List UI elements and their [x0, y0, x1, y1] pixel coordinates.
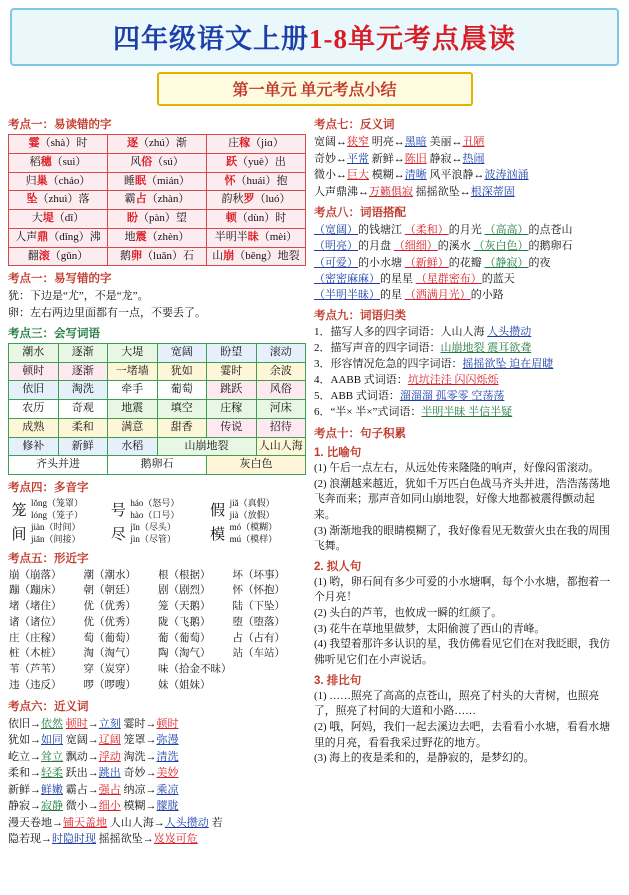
list-item: 3．形容情况危急的四字词语：摇摇欲坠 迫在眉睫	[314, 358, 554, 371]
cell: 奇观	[58, 400, 108, 419]
table-row	[9, 456, 306, 475]
list-item: 人声鼎沸↔万籁俱寂 摇摇欲坠↔根深蒂固	[314, 185, 515, 198]
cell: 占（占有）	[232, 632, 285, 644]
similar-characters-block	[8, 568, 306, 694]
cell: 霎时	[207, 362, 257, 381]
table-row	[9, 362, 306, 381]
reading: jiǎ（真假）	[229, 498, 275, 509]
subsection-heading-simile: 1. 比喻句	[314, 446, 362, 459]
cell: 山崩地裂	[157, 437, 256, 456]
cell: 潮水	[9, 343, 59, 362]
parallelism-sentences	[314, 689, 614, 767]
cell: 陆（下坠）	[232, 601, 285, 613]
cell: 怀（怀抱）	[232, 585, 285, 597]
table-row	[8, 631, 306, 647]
list-item: (2) 头白的芦苇，也攸成一瞬的红颜了。	[314, 607, 503, 620]
list-item: (2) 浪潮越来越近，犹如千万匹白色战马齐头并进，浩浩荡荡地飞奔而来；那声音如同山崩地裂，好像大地都被震得颤动起来。	[314, 477, 611, 521]
cell: 潮（潮水）	[83, 569, 136, 581]
list-item: (2) 哦，阿妈，我们一起去溪边去吧，去看看小水塘，看看水塘里的月亮，看看我采过野花的地方。	[314, 720, 611, 749]
list-item: (1) ……照亮了高高的点苍山，照亮了村头的大青树，也照亮了，照亮了村间的大道和小路……	[314, 689, 600, 718]
table-row	[8, 568, 306, 584]
cell: 顿（dùn）时	[207, 210, 306, 229]
cell: 淘洗	[58, 381, 108, 400]
reading: mó（模糊）	[229, 522, 278, 533]
cell: 苇（芦苇）	[9, 664, 62, 676]
table-row	[9, 191, 306, 210]
list-item: 新鲜→鲜嫩 霸占→强占 纳凉→乘凉	[8, 783, 179, 796]
table-row	[8, 662, 306, 678]
table-row	[8, 497, 306, 521]
list-item: 5．ABB 式词语：溜溜溜 孤零零 空荡荡	[314, 390, 505, 403]
table-row	[9, 210, 306, 229]
reading: jiān（间接）	[31, 534, 81, 545]
section-heading-5: 考点五：形近字	[8, 552, 89, 565]
cell: 逐渐	[58, 343, 108, 362]
cell: 大堤	[108, 343, 158, 362]
list-item: 依旧→依然 顿时→立刻 霎时→顿时	[8, 717, 179, 730]
cell: 逐（zhú）渐	[108, 135, 207, 154]
list-item: 隐若现→时隐时现 摇摇欲坠→岌岌可危	[8, 833, 198, 846]
list-item: 6．“半× 半×”式词语：半明半昧 半信半疑	[314, 406, 513, 419]
cell: 地震	[108, 400, 158, 419]
cell: 庄（庄稼）	[9, 632, 62, 644]
table-words-to-write	[8, 343, 306, 475]
polyphone-char: 模	[210, 526, 226, 543]
table-polyphones	[8, 497, 306, 546]
list-item: (1) 午后一点左右，从远处传来隆隆的响声，好像闷雷滚动。	[314, 461, 600, 474]
right-column	[314, 112, 614, 848]
section-heading-10: 考点十：句子积累	[314, 427, 406, 440]
list-item: (3) 渐渐地我的眼睛模糊了，我好像看见无数萤火虫在我的周围飞舞。	[314, 524, 611, 553]
cell: 灰白色	[207, 456, 306, 475]
list-item: 宽阔↔狭窄 明亮↔黑暗 美丽↔丑陋	[314, 136, 485, 148]
simile-sentences	[314, 461, 614, 555]
cell: 宽阔	[157, 343, 207, 362]
cell: 河床	[256, 400, 306, 419]
page-title	[16, 17, 613, 56]
reading: hào（口号）	[130, 510, 180, 521]
cell: 余波	[256, 362, 306, 381]
cell: 啰（啰嗖）	[83, 679, 136, 691]
list-item: 卵：左右两边里面都有一点，不要丢了。	[8, 306, 206, 319]
cell: 根（根据）	[158, 569, 211, 581]
list-item: 微小↔巨大 模糊↔清晰 风平浪静↔波涛汹涌	[314, 169, 529, 181]
list-item: （半明半昧）的星 （洒满月光）的小路	[314, 289, 504, 302]
left-column	[8, 112, 306, 848]
cell: 农历	[9, 400, 59, 419]
cell: 葡萄	[157, 381, 207, 400]
cell: 满意	[108, 418, 158, 437]
reading: jǐn（尽头）	[130, 522, 176, 533]
cell: 庄稼	[207, 400, 257, 419]
cell: 萄（葡萄）	[83, 632, 136, 644]
table-row	[8, 646, 306, 662]
cell: 堵（堵住）	[9, 601, 62, 613]
section-heading-3: 考点三：会写词语	[8, 327, 100, 340]
list-item: 柔和→轻柔 跃出→跳出 奇妙→美妙	[8, 767, 179, 780]
section-heading-1a: 考点一：易读错的字	[8, 119, 112, 131]
cell: 庄稼（jiɑ）	[207, 135, 306, 154]
table-row	[9, 437, 306, 456]
cell: 鹅卵石	[108, 456, 207, 475]
word-classification-block	[314, 325, 614, 421]
section-heading-4: 考点四：多音字	[8, 482, 89, 495]
cell: 修补	[9, 437, 59, 456]
section-heading-9: 考点九：词语归类	[314, 310, 406, 323]
table-row	[8, 583, 306, 599]
collocations-block	[314, 222, 614, 303]
list-item: (3) 海上的夜是柔和的，是静寂的，是梦幻的。	[314, 752, 535, 765]
list-item: 漫天卷地→铺天盖地 人山人海→人头攒动 若	[8, 816, 223, 829]
reading: jiàn（时间）	[31, 522, 81, 533]
reading: lǒng（笼罩）	[31, 498, 84, 509]
section-heading-8: 考点八：词语搭配	[314, 207, 406, 219]
cell: 蹦（蹦床）	[9, 585, 62, 597]
cell: 违（违反）	[9, 679, 62, 691]
list-item: (1) 哟，卵石间有多少可爱的小水塘啊，每个小水塘，都抱着一个月亮！	[314, 575, 611, 604]
cell: 味（拾金不昧）	[158, 664, 232, 676]
cell: 霎（shà）时	[9, 135, 108, 154]
cell: 稻穗（suì）	[9, 153, 108, 172]
section-heading-7: 考点七：反义词	[314, 119, 395, 131]
cell: 人声鼎（dǐng）沸	[9, 228, 108, 247]
list-item: 犹：下边是“尤”，不是“龙”。	[8, 290, 149, 303]
cell: 妹（姐妹）	[158, 679, 211, 691]
cell: 大堤（dī）	[9, 210, 108, 229]
reading: lóng（笼子）	[31, 510, 84, 521]
list-item: 1．描写人多的四字词语：人山人海 人头攒动	[314, 326, 532, 339]
cell: 盼望	[207, 343, 257, 362]
page-title-part2: 1-8单元考点晨读	[309, 24, 516, 54]
cell: 笼（天鹅）	[158, 601, 211, 613]
reading: jià（放假）	[229, 510, 275, 521]
table-row	[9, 153, 306, 172]
list-item: 静寂→寂静 微小→细小 模糊→朦胧	[8, 800, 179, 813]
cell: 顿时	[9, 362, 59, 381]
cell: 站（车站）	[232, 648, 285, 660]
section-heading-1b: 考点一：易写错的字	[8, 273, 112, 286]
cell: 一堵墙	[108, 362, 158, 381]
list-item: 奇妙↔平常 新鲜↔陈旧 静寂↔热闹	[314, 152, 485, 165]
polyphone-char: 假	[210, 502, 226, 519]
list-item: （宽阔）的钱塘江 （柔和）的月光 （高高）的点苍山	[314, 224, 573, 236]
section-heading-6: 考点六：近义词	[8, 700, 89, 713]
cell: 依旧	[9, 381, 59, 400]
cell: 半明半昧（mèi）	[207, 228, 306, 247]
antonyms-block	[314, 134, 614, 200]
cell: 风俗（sú）	[108, 153, 207, 172]
cell: 崩（崩落）	[9, 569, 62, 581]
polyphone-readings	[30, 521, 107, 545]
cell: 陶（淘气）	[158, 648, 211, 660]
personification-sentences	[314, 575, 614, 669]
cell: 传说	[207, 418, 257, 437]
table-row	[9, 381, 306, 400]
cell: 霸占（zhàn）	[108, 191, 207, 210]
cell: 优（优秀）	[83, 616, 136, 628]
easily-miswritten-list	[8, 288, 306, 321]
polyphone-readings	[129, 497, 206, 521]
two-column-body	[8, 112, 621, 848]
reading: mú（模样）	[229, 534, 278, 545]
cell: 淘（淘气）	[83, 648, 136, 660]
table-row	[9, 400, 306, 419]
table-row	[8, 615, 306, 631]
polyphone-char: 笼	[11, 502, 27, 519]
cell: 柔和	[58, 418, 108, 437]
cell: 填空	[157, 400, 207, 419]
list-item: 犹如→如同 宽阔→辽阔 笼罩→弥漫	[8, 734, 179, 747]
polyphone-readings	[229, 497, 306, 521]
reading: jìn（尽管）	[130, 534, 176, 545]
polyphone-char: 尽	[110, 526, 126, 543]
cell: 滚动	[256, 343, 306, 362]
cell: 优（优秀）	[83, 601, 136, 613]
list-item: 4．AABB 式词语：坑坑洼洼 闪闪烁烁	[314, 374, 499, 387]
cell: 鹅卵（luǎn）石	[108, 247, 207, 266]
cell: 新鲜	[58, 437, 108, 456]
cell: 穿（炭穿）	[83, 664, 136, 676]
subsection-heading-personification: 2. 拟人句	[314, 560, 362, 573]
synonyms-block	[8, 716, 306, 848]
cell: 坠（zhuì）落	[9, 191, 108, 210]
table-row	[9, 172, 306, 191]
table-row	[9, 135, 306, 154]
cell: 招待	[256, 418, 306, 437]
cell: 跃（yuè）出	[207, 153, 306, 172]
page-title-part1: 四年级语文上册	[113, 24, 309, 54]
cell: 成熟	[9, 418, 59, 437]
page-title-band	[10, 8, 619, 66]
table-row	[8, 521, 306, 545]
cell: 归巢（cháo）	[9, 172, 108, 191]
cell: 甜香	[157, 418, 207, 437]
list-item: 屹立→耸立 飘动→浮动 淘洗→清洗	[8, 750, 179, 763]
table-row	[8, 678, 306, 694]
cell: 朝（朝廷）	[83, 585, 136, 597]
cell: 牵手	[108, 381, 158, 400]
cell: 逐渐	[58, 362, 108, 381]
cell: 犹如	[157, 362, 207, 381]
cell: 翻滚（gǔn）	[9, 247, 108, 266]
cell: 剧（剧烈）	[158, 585, 211, 597]
cell: 堕（堕落）	[232, 616, 285, 628]
cell: 风俗	[256, 381, 306, 400]
list-item: （可爱）的小水塘 （新鲜）的花瓣 （静寂）的夜	[314, 256, 551, 269]
list-item: （明亮）的月盘 （细细）的溪水 （灰白色）的鹅卵石	[314, 240, 573, 253]
polyphone-char: 间	[11, 526, 27, 543]
list-item: (4) 我望着那许多认识的星，我仿佛看见它们在对我眨眼，我仿佛听见它们在小声说话。	[314, 638, 611, 666]
cell: 陇（飞鹅）	[158, 616, 211, 628]
unit-header: 第一单元 单元考点小结	[157, 72, 473, 106]
reading: háo（怒号）	[130, 498, 180, 509]
list-item: （密密麻麻）的星星 （星群密布）的蓝天	[314, 272, 515, 285]
list-item: 2．描写声音的四字词语：山崩地裂 震耳欲聋	[314, 342, 532, 355]
table-similar-characters	[8, 568, 306, 694]
polyphone-char: 号	[110, 502, 126, 519]
table-row	[9, 343, 306, 362]
cell: 葡（葡萄）	[158, 632, 211, 644]
cell: 坏（坏事）	[232, 569, 285, 581]
table-row	[9, 228, 306, 247]
list-item: (3) 花牛在草地里做梦，太阳偷渡了西山的青峰。	[314, 622, 546, 635]
cell: 山崩（bēng）地裂	[207, 247, 306, 266]
table-row	[9, 247, 306, 266]
cell: 齐头并进	[9, 456, 108, 475]
table-easily-misread	[8, 134, 306, 266]
polyphone-readings	[129, 521, 206, 545]
table-row	[8, 599, 306, 615]
table-row	[9, 418, 306, 437]
cell: 人山人海	[256, 437, 306, 456]
cell: 睡眠（mián）	[108, 172, 207, 191]
cell: 水稻	[108, 437, 158, 456]
polyphone-readings	[229, 521, 306, 545]
polyphone-readings	[30, 497, 107, 521]
cell: 盼（pàn）望	[108, 210, 207, 229]
cell: 地震（zhèn）	[108, 228, 207, 247]
subsection-heading-parallelism: 3. 排比句	[314, 674, 362, 687]
cell: 诸（诸位）	[9, 616, 62, 628]
cell: 怀（huái）抱	[207, 172, 306, 191]
cell: 韵秋罗（luó）	[207, 191, 306, 210]
cell: 桩（木桩）	[9, 648, 62, 660]
cell: 跳跃	[207, 381, 257, 400]
